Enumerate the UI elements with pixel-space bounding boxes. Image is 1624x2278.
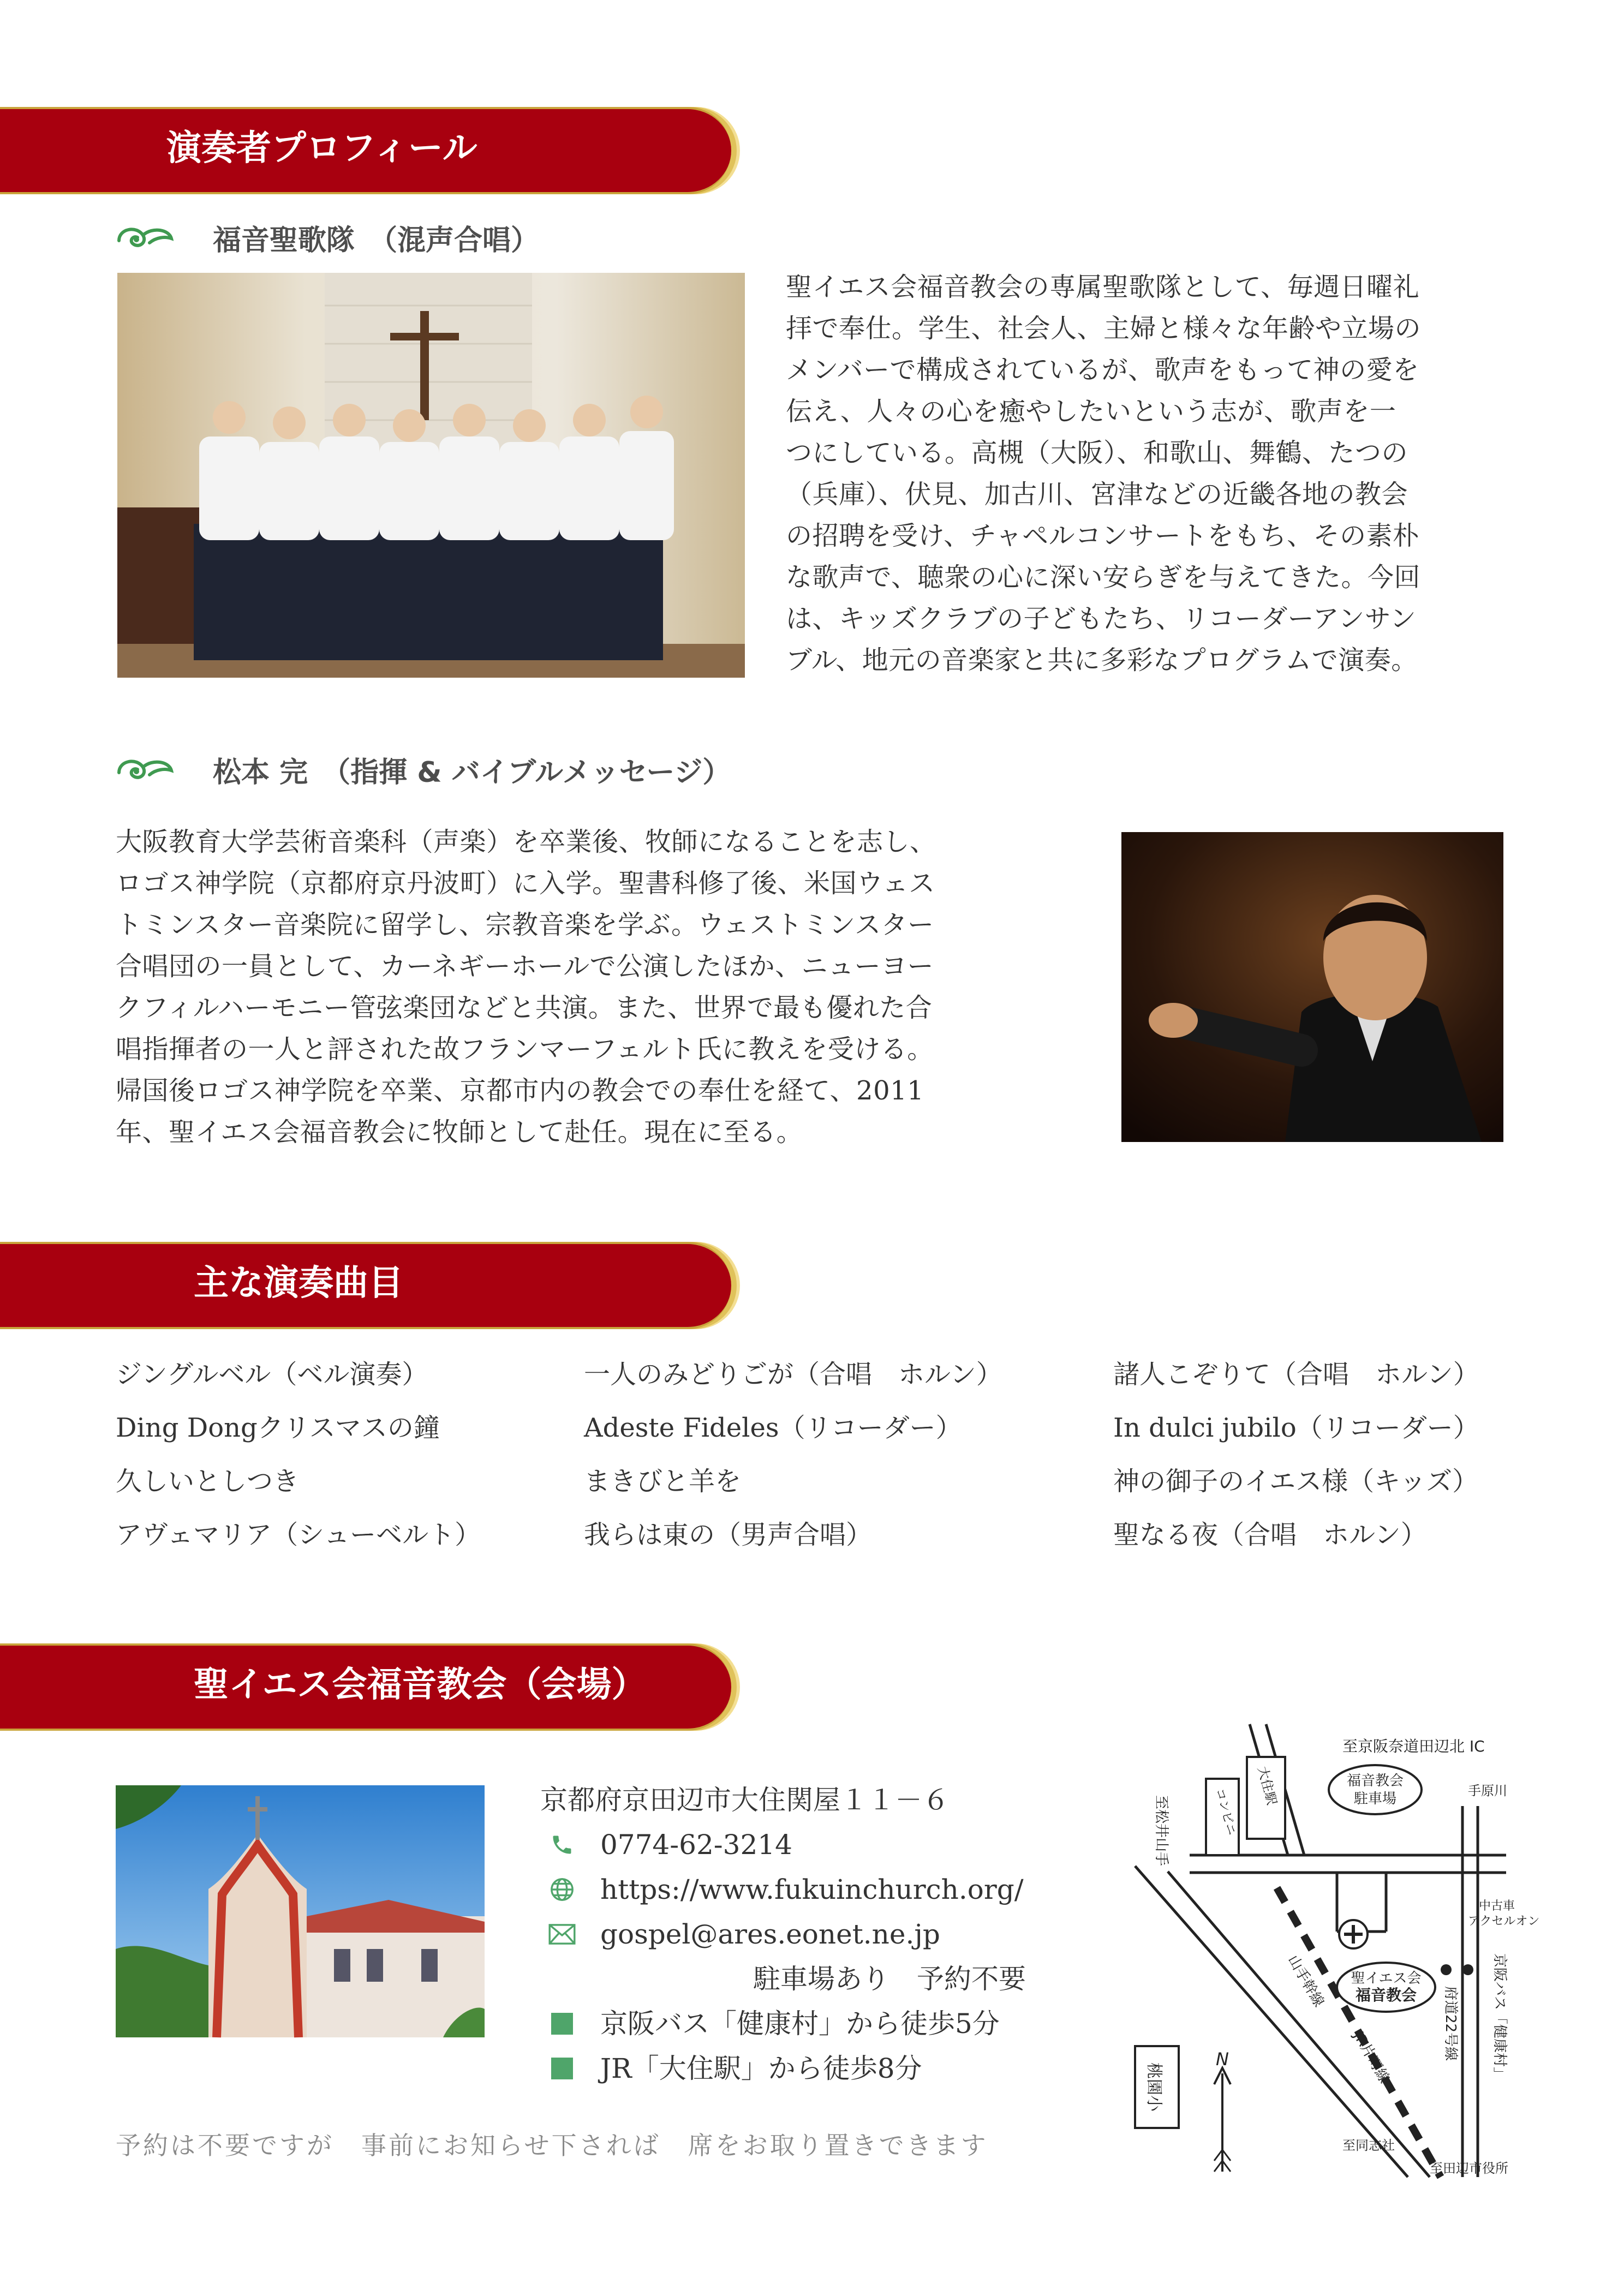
- program-item: 我らは東の（男声合唱）: [584, 1520, 873, 1550]
- choir-heading: [115, 216, 539, 259]
- map-label-parking-b: 駐車場: [1353, 1791, 1397, 1807]
- map-label-bus-stop: 京阪バス「健康村」: [1491, 1953, 1508, 2082]
- map-label-car-shop-b: アクセルオン: [1468, 1915, 1540, 1928]
- program-item: Ding Dongクリスマスの鐘: [116, 1413, 440, 1443]
- program-item: In dulci jubilo（リコーダー）: [1113, 1413, 1479, 1443]
- venue-website-row: [540, 1867, 1026, 1912]
- phone-icon: [540, 1828, 584, 1861]
- conductor-description: [116, 821, 936, 1153]
- parking-text: 駐車場あり 予約不要: [753, 1963, 1026, 1995]
- church-photo: [116, 1785, 485, 2037]
- reservation-note: 予約は不要ですが 事前にお知らせ下されば 席をお取り置きできます: [116, 2131, 988, 2160]
- program-column-2: [584, 1348, 1002, 1562]
- section-title-program: 主な演奏曲目: [194, 1263, 403, 1304]
- choir-line: 拝で奉仕。学生、社会人、主婦と様々な年齢や立場の: [786, 313, 1422, 344]
- choir-line: の招聘を受け、チャペルコンサートをもち、その素朴: [786, 521, 1419, 551]
- conductor-heading-text: 松本 完 （指揮 & バイブルメッセージ）: [213, 756, 731, 789]
- choir-photo: [117, 273, 745, 678]
- bus-access-text: 京阪バス「健康村」から徒歩5分: [600, 2008, 1000, 2040]
- choir-heading-text: 福音聖歌隊 （混声合唱）: [213, 224, 540, 257]
- choir-line: は、キッズクラブの子どもたち、リコーダーアンサン: [786, 603, 1417, 634]
- choir-line: つにしている。高槻（大阪）、和歌山、舞鶴、たつの: [786, 438, 1408, 468]
- venue-address: [540, 1778, 1026, 1822]
- choir-description: [786, 266, 1421, 681]
- program-item: ジングルベル（ベル演奏）: [116, 1359, 428, 1390]
- choir-line: 伝え、人々の心を癒やしたいという志が、歌声を一: [786, 396, 1396, 427]
- jr-access-text: JR「大住駅」から徒歩8分: [600, 2053, 922, 2084]
- map-label-north: N: [1216, 2049, 1229, 2070]
- map-label-matsuiyamate: 至松井山手: [1153, 1795, 1169, 1867]
- choir-line: 聖イエス会福音教会の専属聖歌隊として、毎週日曜礼: [786, 272, 1420, 302]
- conductor-line: ロゴス神学院（京都府京丹波町）に入学。聖書科修了後、米国ウェス: [116, 868, 935, 899]
- choir-line: ブル、地元の音楽家と共に多彩なプログラムで演奏。: [786, 645, 1418, 675]
- map-label-jr-line: JR片町線: [1350, 2029, 1393, 2086]
- map-label-river: 手原川: [1468, 1783, 1507, 1798]
- map-label-school: 桃園小: [1144, 2062, 1163, 2112]
- section-title-venue: 聖イエス会福音教会（会場）: [194, 1665, 647, 1705]
- conductor-line: 大阪教育大学芸術音楽科（声楽）を卒業後、牧師になることを志し、: [116, 827, 936, 857]
- map-label-doshisha: 至同志社: [1342, 2138, 1395, 2153]
- conductor-line: 唱指揮者の一人と評された故フランマーフェルト氏に教えを受ける。: [116, 1034, 934, 1065]
- program-item: 久しいとしつき: [116, 1466, 300, 1497]
- program-item: 聖なる夜（合唱 ホルン）: [1113, 1520, 1427, 1550]
- map-label-church-a: 聖イエス会: [1351, 1970, 1422, 1987]
- square-bullet-icon: [540, 2007, 584, 2040]
- venue-parking-row: [540, 1957, 1026, 2001]
- program-column-1: [116, 1348, 481, 1562]
- section-title-profile: 演奏者プロフィール: [166, 128, 477, 169]
- square-bullet-icon: [540, 2052, 584, 2085]
- venue-bus-row: [540, 2001, 1026, 2046]
- conductor-line: 合唱団の一員として、カーネギーホールで公演したほか、ニューヨー: [116, 951, 934, 982]
- program-item: 神の御子のイエス様（キッズ）: [1113, 1466, 1479, 1497]
- program-item: Adeste Fideles（リコーダー）: [584, 1413, 962, 1443]
- program-item: アヴェマリア（シューベルト）: [116, 1520, 481, 1550]
- access-map: [1124, 1724, 1540, 2177]
- conductor-line: 年、聖イエス会福音教会に牧師として赴任。現在に至る。: [116, 1117, 803, 1147]
- choir-line: な歌声で、聴衆の心に深い安らぎを与えてきた。今回: [786, 562, 1421, 593]
- address-text: 京都府京田辺市大住関屋１１－６: [540, 1784, 950, 1816]
- venue-phone-row: [540, 1822, 1026, 1867]
- program-item: 一人のみどりごが（合唱 ホルン）: [584, 1359, 1002, 1390]
- phone-number[interactable]: 0774-62-3214: [600, 1829, 792, 1861]
- website-link[interactable]: https://www.fukuinchurch.org/: [600, 1874, 1024, 1905]
- flourish-icon: [115, 753, 175, 786]
- email-link[interactable]: gospel@ares.eonet.ne.jp: [600, 1918, 940, 1950]
- map-label-church-b: 福音教会: [1355, 1986, 1417, 2004]
- program-column-3: [1113, 1348, 1479, 1562]
- conductor-line: クフィルハーモニー管弦楽団などと共演。また、世界で最も優れた合: [116, 992, 933, 1023]
- mail-icon: [540, 1918, 584, 1951]
- flourish-icon: [115, 221, 175, 254]
- venue-email-row: [540, 1912, 1026, 1957]
- map-label-osumi-station: 大住駅: [1255, 1765, 1280, 1807]
- map-label-top-ic: 至京阪奈道田辺北 IC: [1342, 1737, 1485, 1755]
- map-label-conveni: コンビニ: [1213, 1787, 1239, 1837]
- conductor-line: トミンスター音楽院に留学し、宗教音楽を学ぶ。ウェストミンスター: [116, 910, 934, 940]
- venue-info: [540, 1778, 1026, 2091]
- map-label-prefectural-road: 府道22号線: [1442, 1986, 1459, 2061]
- globe-icon: [540, 1873, 584, 1906]
- program-item: 諸人こぞりて（合唱 ホルン）: [1113, 1359, 1479, 1390]
- conductor-photo: [1121, 832, 1503, 1142]
- choir-line: メンバーで構成されているが、歌声をもって神の愛を: [786, 355, 1419, 385]
- choir-line: （兵庫）、伏見、加古川、宮津などの近畿各地の教会: [786, 479, 1408, 510]
- map-label-yamate-line: 山手幹線: [1284, 1952, 1327, 2010]
- conductor-line: 帰国後ロゴス神学院を卒業、京都市内の教会での奉仕を経て、2011: [116, 1075, 924, 1106]
- conductor-heading: [115, 748, 731, 791]
- venue-jr-row: [540, 2046, 1026, 2091]
- map-label-car-shop-a: 中古車: [1479, 1899, 1515, 1913]
- map-label-parking-a: 福音教会: [1346, 1773, 1404, 1789]
- program-item: まきびと羊を: [584, 1466, 742, 1497]
- map-label-city-hall: 至田辺市役所: [1430, 2161, 1508, 2176]
